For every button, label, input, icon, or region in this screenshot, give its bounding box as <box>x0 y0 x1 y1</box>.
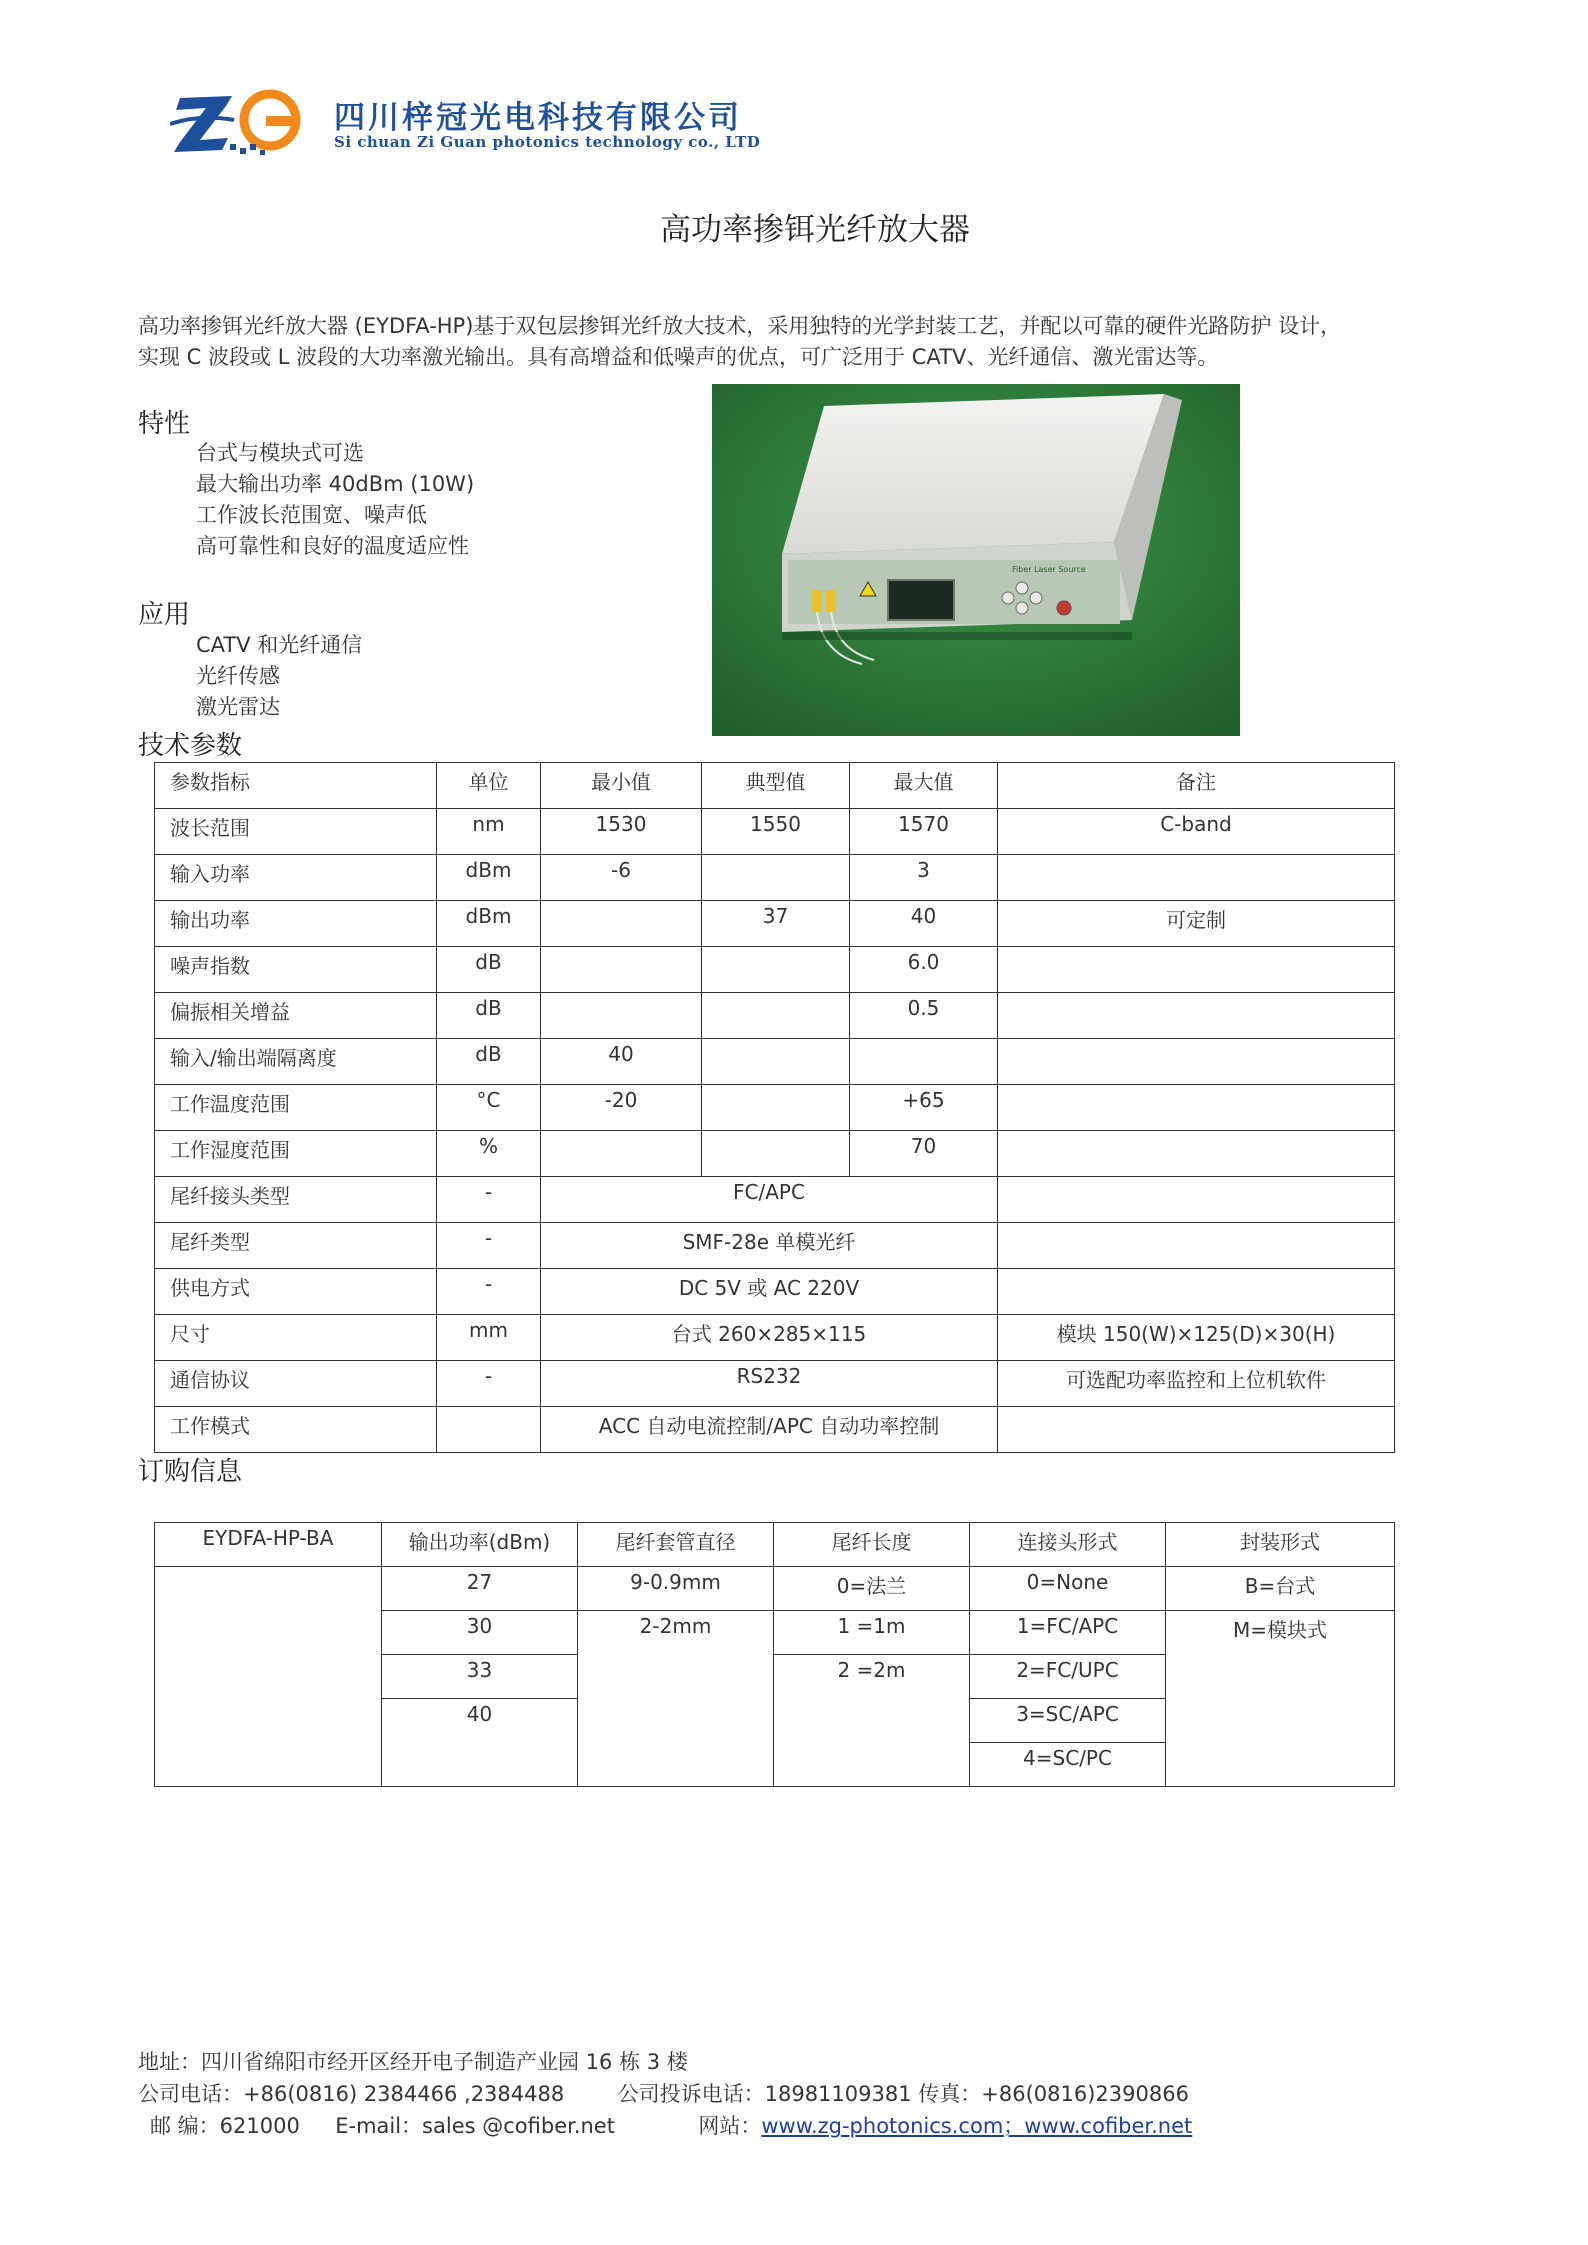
spec-header-cell: 参数指标 <box>155 763 437 809</box>
ordering-cell: 3=SC/APC <box>970 1699 1166 1743</box>
spec-cell <box>998 947 1395 993</box>
spec-cell <box>998 855 1395 901</box>
spec-row <box>155 1315 1395 1361</box>
spec-cell: 噪声指数 <box>155 947 437 993</box>
features-list <box>196 438 474 562</box>
spec-row <box>155 1177 1395 1223</box>
intro-line-1: 高功率掺铒光纤放大器 (EYDFA-HP)基于双包层掺铒光纤放大技术，采用独特的光学封装工艺，并配以可靠的硬件光路防护 设计， <box>138 314 1342 338</box>
website-separator: ； <box>1003 2114 1025 2138</box>
ordering-cell: 2=FC/UPC <box>970 1655 1166 1699</box>
document-title: 高功率掺铒光纤放大器 <box>660 212 970 248</box>
spec-row <box>155 1269 1395 1315</box>
spec-cell <box>998 1269 1395 1315</box>
ordering-cell: 0=法兰 <box>774 1567 970 1611</box>
spec-cell: SMF-28e 单模光纤 <box>541 1223 998 1269</box>
footer-contact-line <box>150 2110 1192 2140</box>
spec-row <box>155 901 1395 947</box>
spec-cell: 37 <box>702 901 850 947</box>
spec-cell: - <box>437 1361 541 1407</box>
ordering-cell: 4=SC/PC <box>970 1743 1166 1787</box>
ordering-cell: 33 <box>382 1655 578 1699</box>
spec-cell: 模块 150(W)×125(D)×30(H) <box>998 1315 1395 1361</box>
ordering-header-cell: 尾纤长度 <box>774 1523 970 1567</box>
spec-row <box>155 809 1395 855</box>
spec-row <box>155 993 1395 1039</box>
spec-cell: nm <box>437 809 541 855</box>
spec-cell: +65 <box>850 1085 998 1131</box>
spec-cell: 通信协议 <box>155 1361 437 1407</box>
postcode: 邮 编：621000 <box>150 2114 300 2138</box>
product-photo <box>712 384 1240 736</box>
ordering-header-cell: EYDFA-HP-BA <box>155 1523 382 1567</box>
ordering-header-cell: 输出功率(dBm) <box>382 1523 578 1567</box>
spec-cell: 可定制 <box>998 901 1395 947</box>
spec-cell: 70 <box>850 1131 998 1177</box>
spec-cell <box>702 855 850 901</box>
applications-list <box>196 630 362 723</box>
spec-header-cell: 最小值 <box>541 763 702 809</box>
ordering-cell: 2 =2m <box>774 1655 970 1787</box>
spec-cell <box>541 1131 702 1177</box>
spec-cell: dB <box>437 947 541 993</box>
ordering-header-row <box>155 1523 1395 1567</box>
spec-cell <box>998 1131 1395 1177</box>
spec-cell: 6.0 <box>850 947 998 993</box>
spec-cell <box>998 1039 1395 1085</box>
spec-cell <box>998 1407 1395 1453</box>
spec-row <box>155 855 1395 901</box>
website-label: 网站： <box>698 2114 762 2138</box>
ordering-cell: 40 <box>382 1699 578 1787</box>
spec-cell: 波长范围 <box>155 809 437 855</box>
spec-cell <box>702 1039 850 1085</box>
spec-cell <box>702 1085 850 1131</box>
spec-cell: C-band <box>998 809 1395 855</box>
applications-heading: 应用 <box>138 600 191 630</box>
spec-cell <box>998 1223 1395 1269</box>
spec-cell: 台式 260×285×115 <box>541 1315 998 1361</box>
spec-cell <box>541 993 702 1039</box>
ordering-table <box>154 1522 1395 1787</box>
spec-cell <box>998 1085 1395 1131</box>
spec-cell <box>541 947 702 993</box>
ordering-row <box>155 1567 1395 1611</box>
ordering-cell: 9-0.9mm <box>578 1567 774 1611</box>
company-name-en: Si chuan Zi Guan photonics technology co., LTD <box>334 133 761 151</box>
spec-cell: - <box>437 1269 541 1315</box>
spec-cell: 尾纤类型 <box>155 1223 437 1269</box>
footer-phone-line <box>138 2078 1189 2108</box>
spec-cell: 输入/输出端隔离度 <box>155 1039 437 1085</box>
spec-cell: - <box>437 1177 541 1223</box>
website-link-2[interactable]: www.cofiber.net <box>1024 2114 1193 2138</box>
email: E-mail：sales @cofiber.net <box>335 2114 615 2138</box>
spec-cell: 1550 <box>702 809 850 855</box>
ordering-cell: B=台式 <box>1166 1567 1395 1611</box>
spec-cell <box>702 1131 850 1177</box>
application-item: 激光雷达 <box>196 695 280 719</box>
spec-header-cell: 备注 <box>998 763 1395 809</box>
ordering-header-cell: 尾纤套管直径 <box>578 1523 774 1567</box>
spec-cell: 1530 <box>541 809 702 855</box>
spec-cell: 工作模式 <box>155 1407 437 1453</box>
spec-cell <box>998 993 1395 1039</box>
spec-table <box>154 762 1395 1453</box>
spec-cell: 尾纤接头类型 <box>155 1177 437 1223</box>
model-blank-cell <box>155 1567 382 1787</box>
spec-row <box>155 1407 1395 1453</box>
feature-item: 高可靠性和良好的温度适应性 <box>196 534 469 558</box>
spec-cell: dBm <box>437 855 541 901</box>
spec-row <box>155 1361 1395 1407</box>
spec-cell: 1570 <box>850 809 998 855</box>
spec-cell: dBm <box>437 901 541 947</box>
spec-cell: 40 <box>541 1039 702 1085</box>
panel-label: Fiber Laser Source <box>1012 565 1086 574</box>
feature-item: 工作波长范围宽、噪声低 <box>196 503 427 527</box>
spec-cell: mm <box>437 1315 541 1361</box>
company-phone: 公司电话：+86(0816) 2384466 ,2384488 <box>138 2082 565 2106</box>
footer-address: 地址：四川省绵阳市经开区经开电子制造产业园 16 栋 3 楼 <box>138 2050 688 2074</box>
spec-cell: RS232 <box>541 1361 998 1407</box>
spec-cell: 工作温度范围 <box>155 1085 437 1131</box>
company-name-cn: 四川梓冠光电科技有限公司 <box>334 100 742 136</box>
spec-cell: 40 <box>850 901 998 947</box>
spec-cell: ACC 自动电流控制/APC 自动功率控制 <box>541 1407 998 1453</box>
ordering-heading: 订购信息 <box>138 1457 243 1487</box>
spec-cell: 输入功率 <box>155 855 437 901</box>
ordering-cell: 1 =1m <box>774 1611 970 1655</box>
spec-cell: 偏振相关增益 <box>155 993 437 1039</box>
website-link-1[interactable]: www.zg-photonics.com <box>761 2114 1004 2138</box>
application-item: CATV 和光纤通信 <box>196 633 363 657</box>
ordering-cell: 27 <box>382 1567 578 1611</box>
spec-cell: DC 5V 或 AC 220V <box>541 1269 998 1315</box>
ordering-cell: 2-2mm <box>578 1611 774 1787</box>
spec-cell <box>702 993 850 1039</box>
spec-cell: dB <box>437 1039 541 1085</box>
spec-cell: 3 <box>850 855 998 901</box>
spec-row <box>155 1085 1395 1131</box>
spec-header-cell: 最大值 <box>850 763 998 809</box>
specs-heading: 技术参数 <box>138 731 243 761</box>
spec-cell <box>437 1407 541 1453</box>
spec-cell: 尺寸 <box>155 1315 437 1361</box>
spec-cell: -20 <box>541 1085 702 1131</box>
ordering-cell: 30 <box>382 1611 578 1655</box>
spec-cell: 工作湿度范围 <box>155 1131 437 1177</box>
spec-cell <box>850 1039 998 1085</box>
spec-cell: 供电方式 <box>155 1269 437 1315</box>
spec-header-cell: 单位 <box>437 763 541 809</box>
spec-cell: 可选配功率监控和上位机软件 <box>998 1361 1395 1407</box>
feature-item: 台式与模块式可选 <box>196 441 364 465</box>
spec-cell: -6 <box>541 855 702 901</box>
ordering-header-cell: 封装形式 <box>1166 1523 1395 1567</box>
spec-cell: 0.5 <box>850 993 998 1039</box>
spec-header-row <box>155 763 1395 809</box>
company-logo <box>170 84 320 160</box>
feature-item: 最大输出功率 40dBm (10W) <box>196 472 475 496</box>
spec-cell: dB <box>437 993 541 1039</box>
spec-cell: °C <box>437 1085 541 1131</box>
features-heading: 特性 <box>138 409 191 439</box>
spec-cell: 输出功率 <box>155 901 437 947</box>
spec-header-cell: 典型值 <box>702 763 850 809</box>
spec-cell: % <box>437 1131 541 1177</box>
spec-row <box>155 1039 1395 1085</box>
ordering-header-cell: 连接头形式 <box>970 1523 1166 1567</box>
application-item: 光纤传感 <box>196 664 280 688</box>
ordering-cell: 0=None <box>970 1567 1166 1611</box>
spec-cell <box>998 1177 1395 1223</box>
spec-row <box>155 1131 1395 1177</box>
spec-cell <box>541 901 702 947</box>
spec-row <box>155 947 1395 993</box>
spec-cell <box>702 947 850 993</box>
spec-row <box>155 1223 1395 1269</box>
spec-cell: FC/APC <box>541 1177 998 1223</box>
ordering-cell: 1=FC/APC <box>970 1611 1166 1655</box>
ordering-cell: M=模块式 <box>1166 1611 1395 1787</box>
intro-line-2: 实现 C 波段或 L 波段的大功率激光输出。具有高增益和低噪声的优点，可广泛用于 CATV、光纤通信、激光雷达等。 <box>138 345 1219 369</box>
complaint-phone-fax: 公司投诉电话：18981109381 传真：+86(0816)2390866 <box>617 2082 1189 2106</box>
spec-cell: - <box>437 1223 541 1269</box>
